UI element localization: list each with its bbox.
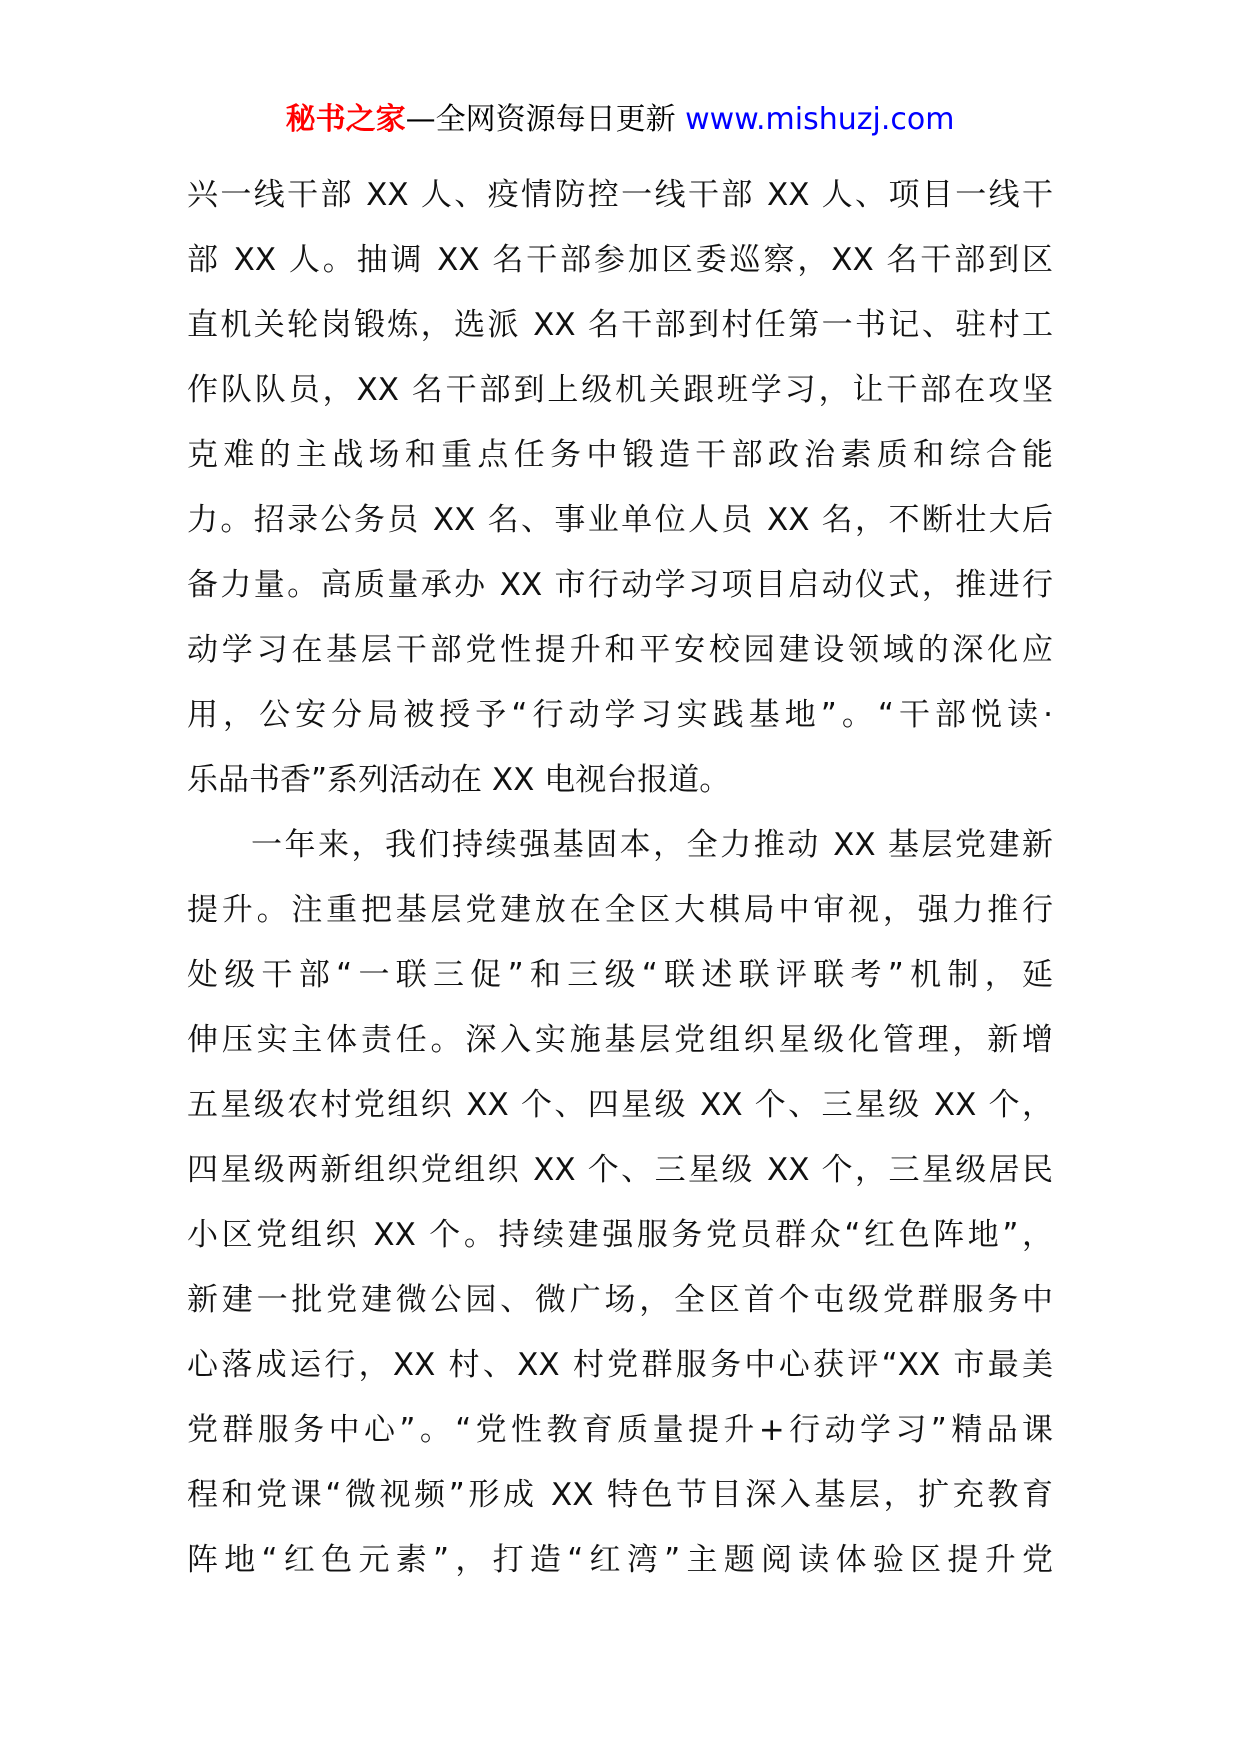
- text-line: 克难的主战场和重点任务中锻造干部政治素质和综合能: [187, 437, 1053, 473]
- paragraph-1: [187, 163, 1053, 813]
- site-url-link[interactable]: www.mishuzj.com: [685, 102, 955, 137]
- text-line: 备力量。高质量承办 XX 市行动学习项目启动仪式，推进行: [187, 567, 1053, 603]
- text-line: 乐品书香”系列活动在 XX 电视台报道。: [187, 762, 731, 798]
- text-line: 阵地“红色元素”，打造“红湾”主题阅读体验区提升党: [187, 1542, 1053, 1578]
- text-line: 一年来，我们持续强基固本，全力推动 XX 基层党建新: [251, 827, 1053, 863]
- text-line: 部 XX 人。抽调 XX 名干部参加区委巡察，XX 名干部到区: [187, 242, 1053, 278]
- paragraph-2: [187, 813, 1053, 1593]
- document-body: [187, 163, 1053, 1593]
- text-line: 处级干部“一联三促”和三级“联述联评联考”机制，延: [187, 957, 1053, 993]
- site-header: [0, 100, 1240, 140]
- text-line: 五星级农村党组织 XX 个、四星级 XX 个、三星级 XX 个，: [187, 1087, 1053, 1123]
- text-line: 党群服务中心”。“党性教育质量提升+行动学习”精品课: [187, 1412, 1053, 1448]
- text-line: 动学习在基层干部党性提升和平安校园建设领域的深化应: [187, 632, 1053, 668]
- header-tagline: —全网资源每日更新: [405, 102, 676, 137]
- text-line: 兴一线干部 XX 人、疫情防控一线干部 XX 人、项目一线干: [187, 177, 1053, 213]
- text-line: 提升。注重把基层党建放在全区大棋局中审视，强力推行: [187, 892, 1053, 928]
- text-line: 四星级两新组织党组织 XX 个、三星级 XX 个，三星级居民: [187, 1152, 1053, 1188]
- text-line: 新建一批党建微公园、微广场，全区首个屯级党群服务中: [187, 1282, 1053, 1318]
- text-line: 直机关轮岗锻炼，选派 XX 名干部到村任第一书记、驻村工: [187, 307, 1053, 343]
- brand-name: 秘书之家: [285, 102, 406, 137]
- text-line: 伸压实主体责任。深入实施基层党组织星级化管理，新增: [187, 1022, 1053, 1058]
- text-line: 小区党组织 XX 个。持续建强服务党员群众“红色阵地”，: [187, 1217, 1053, 1253]
- text-line: 力。招录公务员 XX 名、事业单位人员 XX 名，不断壮大后: [187, 502, 1053, 538]
- text-line: 作队队员，XX 名干部到上级机关跟班学习，让干部在攻坚: [187, 372, 1053, 408]
- text-line: 心落成运行，XX 村、XX 村党群服务中心获评“XX 市最美: [187, 1347, 1053, 1383]
- text-line: 用，公安分局被授予“行动学习实践基地”。“干部悦读·: [187, 697, 1053, 733]
- text-line: 程和党课“微视频”形成 XX 特色节目深入基层，扩充教育: [187, 1477, 1053, 1513]
